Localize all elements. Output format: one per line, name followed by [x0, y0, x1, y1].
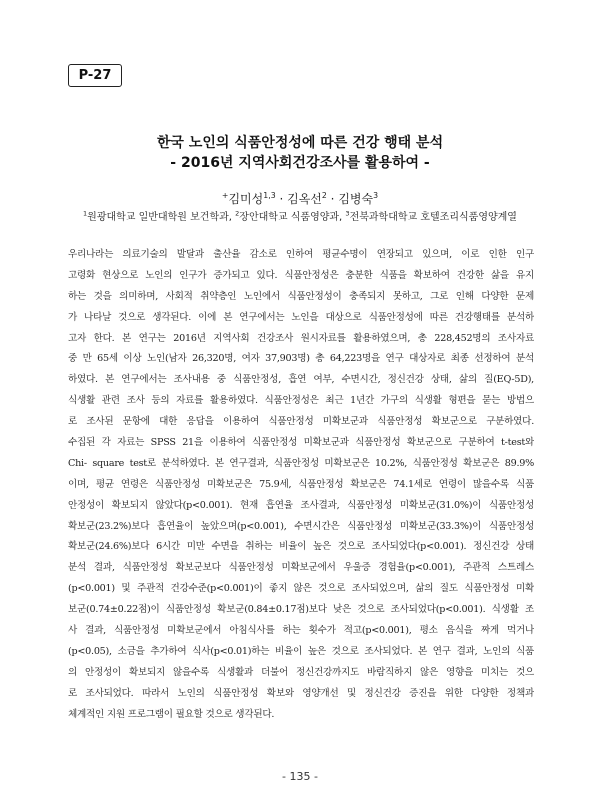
affiliation-2-mark: 2: [235, 209, 240, 218]
affiliation-list: [0, 208, 600, 223]
body-line: 로 조사된 문항에 대한 응답을 이용하여 식품안정성 미확보군과 식품안정성 확보군으로 구분하였다.: [68, 416, 534, 428]
body-line: 하였다. 본 연구에서는 조사내용 중 식품안정성, 흡연 여부, 수면시간, 정신건강 상태, 삶의 질(EQ-5D),: [68, 374, 534, 386]
abstract-body: [68, 245, 534, 725]
body-line: 가 나타날 것으로 생각된다. 이에 본 연구에서는 노인을 대상으로 식품안정성에 따른 건강행태를 분석하: [68, 311, 534, 323]
title-main: 한국 노인의 식품안정성에 따른 건강 행태 분석: [156, 135, 444, 151]
affiliation-1: 원광대학교 일반대학원 보건학과,: [87, 212, 236, 223]
author-3-name: 김병숙: [338, 192, 374, 206]
affiliation-2: 장안대학교 식품영양과,: [239, 212, 346, 223]
body-line: 중 만 65세 이상 노인(남자 26,320명, 여자 37,903명) 총 64,223명을 연구 대상자로 최종 선정하여 분석: [68, 353, 534, 365]
author-separator: ·: [326, 192, 339, 206]
body-line: 의 안정성이 확보되지 않을수록 식생활과 더불어 정신건강까지도 바람직하지 않은 영향을 미치는 것으: [68, 666, 534, 678]
author-1-affil: 1,3: [263, 191, 276, 200]
author-2-affil: 2: [321, 191, 327, 200]
body-line: 확보군(23.2%)보다 흡연율이 높았으며(p<0.001), 수면시간은 식품안정성 미확보군(33.3%)이 식품안정성: [68, 520, 534, 532]
body-line: Chi- square test로 분석하였다. 본 연구결과, 식품안정성 미확보군은 10.2%, 식품안정성 확보군은 89.9%: [68, 457, 534, 469]
body-line: 로 조사되었다. 따라서 노인의 식품안정성 확보와 영양개선 및 정신건강 증진을 위한 다양한 정책과: [68, 687, 534, 699]
body-line: 확보군(24.6%)보다 6시간 미만 수면을 취하는 비율이 높은 것으로 조사되었다(p<0.001). 정신건강 상태: [68, 541, 534, 553]
author-list: [0, 190, 600, 207]
author-1-name: 김미성: [228, 192, 264, 206]
body-line: 사 결과, 식품안정성 미확보군에서 아침식사를 하는 횟수가 적고(p<0.001), 평소 음식을 짜게 먹거나: [68, 625, 534, 637]
poster-id-badge: P-27: [68, 64, 122, 87]
author-2-name: 김옥선: [287, 192, 322, 206]
corresponding-mark: +: [221, 191, 229, 200]
body-line: (p<0.001) 및 주관적 건강수준(p<0.001)이 좋지 않은 것으로 조사되었으며, 삶의 질도 식품안정성 미확: [68, 583, 534, 595]
body-line: 하는 것을 의미하며, 사회적 취약층인 노인에서 식품안정성이 충족되지 못하고, 그로 인해 다양한 문제: [68, 290, 534, 302]
body-line: 안정성이 확보되지 않았다(p<0.001). 현재 흡연율 조사결과, 식품안정성 미확보군(31.0%)이 식품안정성: [68, 499, 534, 511]
body-line: 우리나라는 의료기술의 발달과 출산율 감소로 인하여 평균수명이 연장되고 있으며, 이로 인한 인구: [68, 249, 534, 260]
body-line: 분석 결과, 식품안정성 확보군보다 식품안정성 미확보군에서 우울증 경험율(p<0.001), 주관적 스트레스: [68, 562, 534, 574]
body-line: 식생활 관련 조사 등의 자료를 활용하였다. 식품안정성은 최근 1년간 가구의 식생활 형편을 묻는 방법으: [68, 395, 534, 407]
author-separator: ·: [275, 192, 288, 206]
body-line: 보군(0.74±0.22점)이 식품안정성 확보군(0.84±0.17점)보다 낮은 것으로 조사되었다(p<0.001). 식생활 조: [68, 604, 534, 616]
affiliation-3-mark: 3: [345, 209, 350, 218]
body-line: 수집된 각 자료는 SPSS 21을 이용하여 식품안정성 미확보군과 식품안정성 확보군으로 구분하여 t-test와: [68, 437, 534, 449]
title-subtitle: - 2016년 지역사회건강조사를 활용하여 -: [170, 155, 430, 171]
author-3-affil: 3: [373, 191, 379, 200]
affiliation-1-mark: 1: [83, 209, 88, 218]
affiliation-3: 전북과학대학교 호텔조리식품영양계열: [349, 212, 517, 223]
body-line: 체계적인 지원 프로그램이 필요할 것으로 생각된다.: [68, 708, 275, 720]
page-number: - 135 -: [282, 770, 318, 783]
body-line: 이며, 평균 연령은 식품안정성 미확보군은 75.9세, 식품안정성 확보군은 74.1세로 연령이 많을수록 식품: [68, 478, 534, 490]
body-line: 고자 한다. 본 연구는 2016년 지역사회 건강조사 원시자료를 활용하였으며, 총 228,452명의 조사자료: [68, 332, 534, 344]
body-line: 고령화 현상으로 노인의 인구가 증가되고 있다. 식품안정성은 충분한 식품을 확보하여 건강한 삶을 유지: [68, 269, 534, 281]
body-line: (p<0.05), 소금을 추가하여 식사(p<0.01)하는 비율이 높은 것으로 조사되었다. 본 연구 결과, 노인의 식품: [68, 645, 534, 657]
